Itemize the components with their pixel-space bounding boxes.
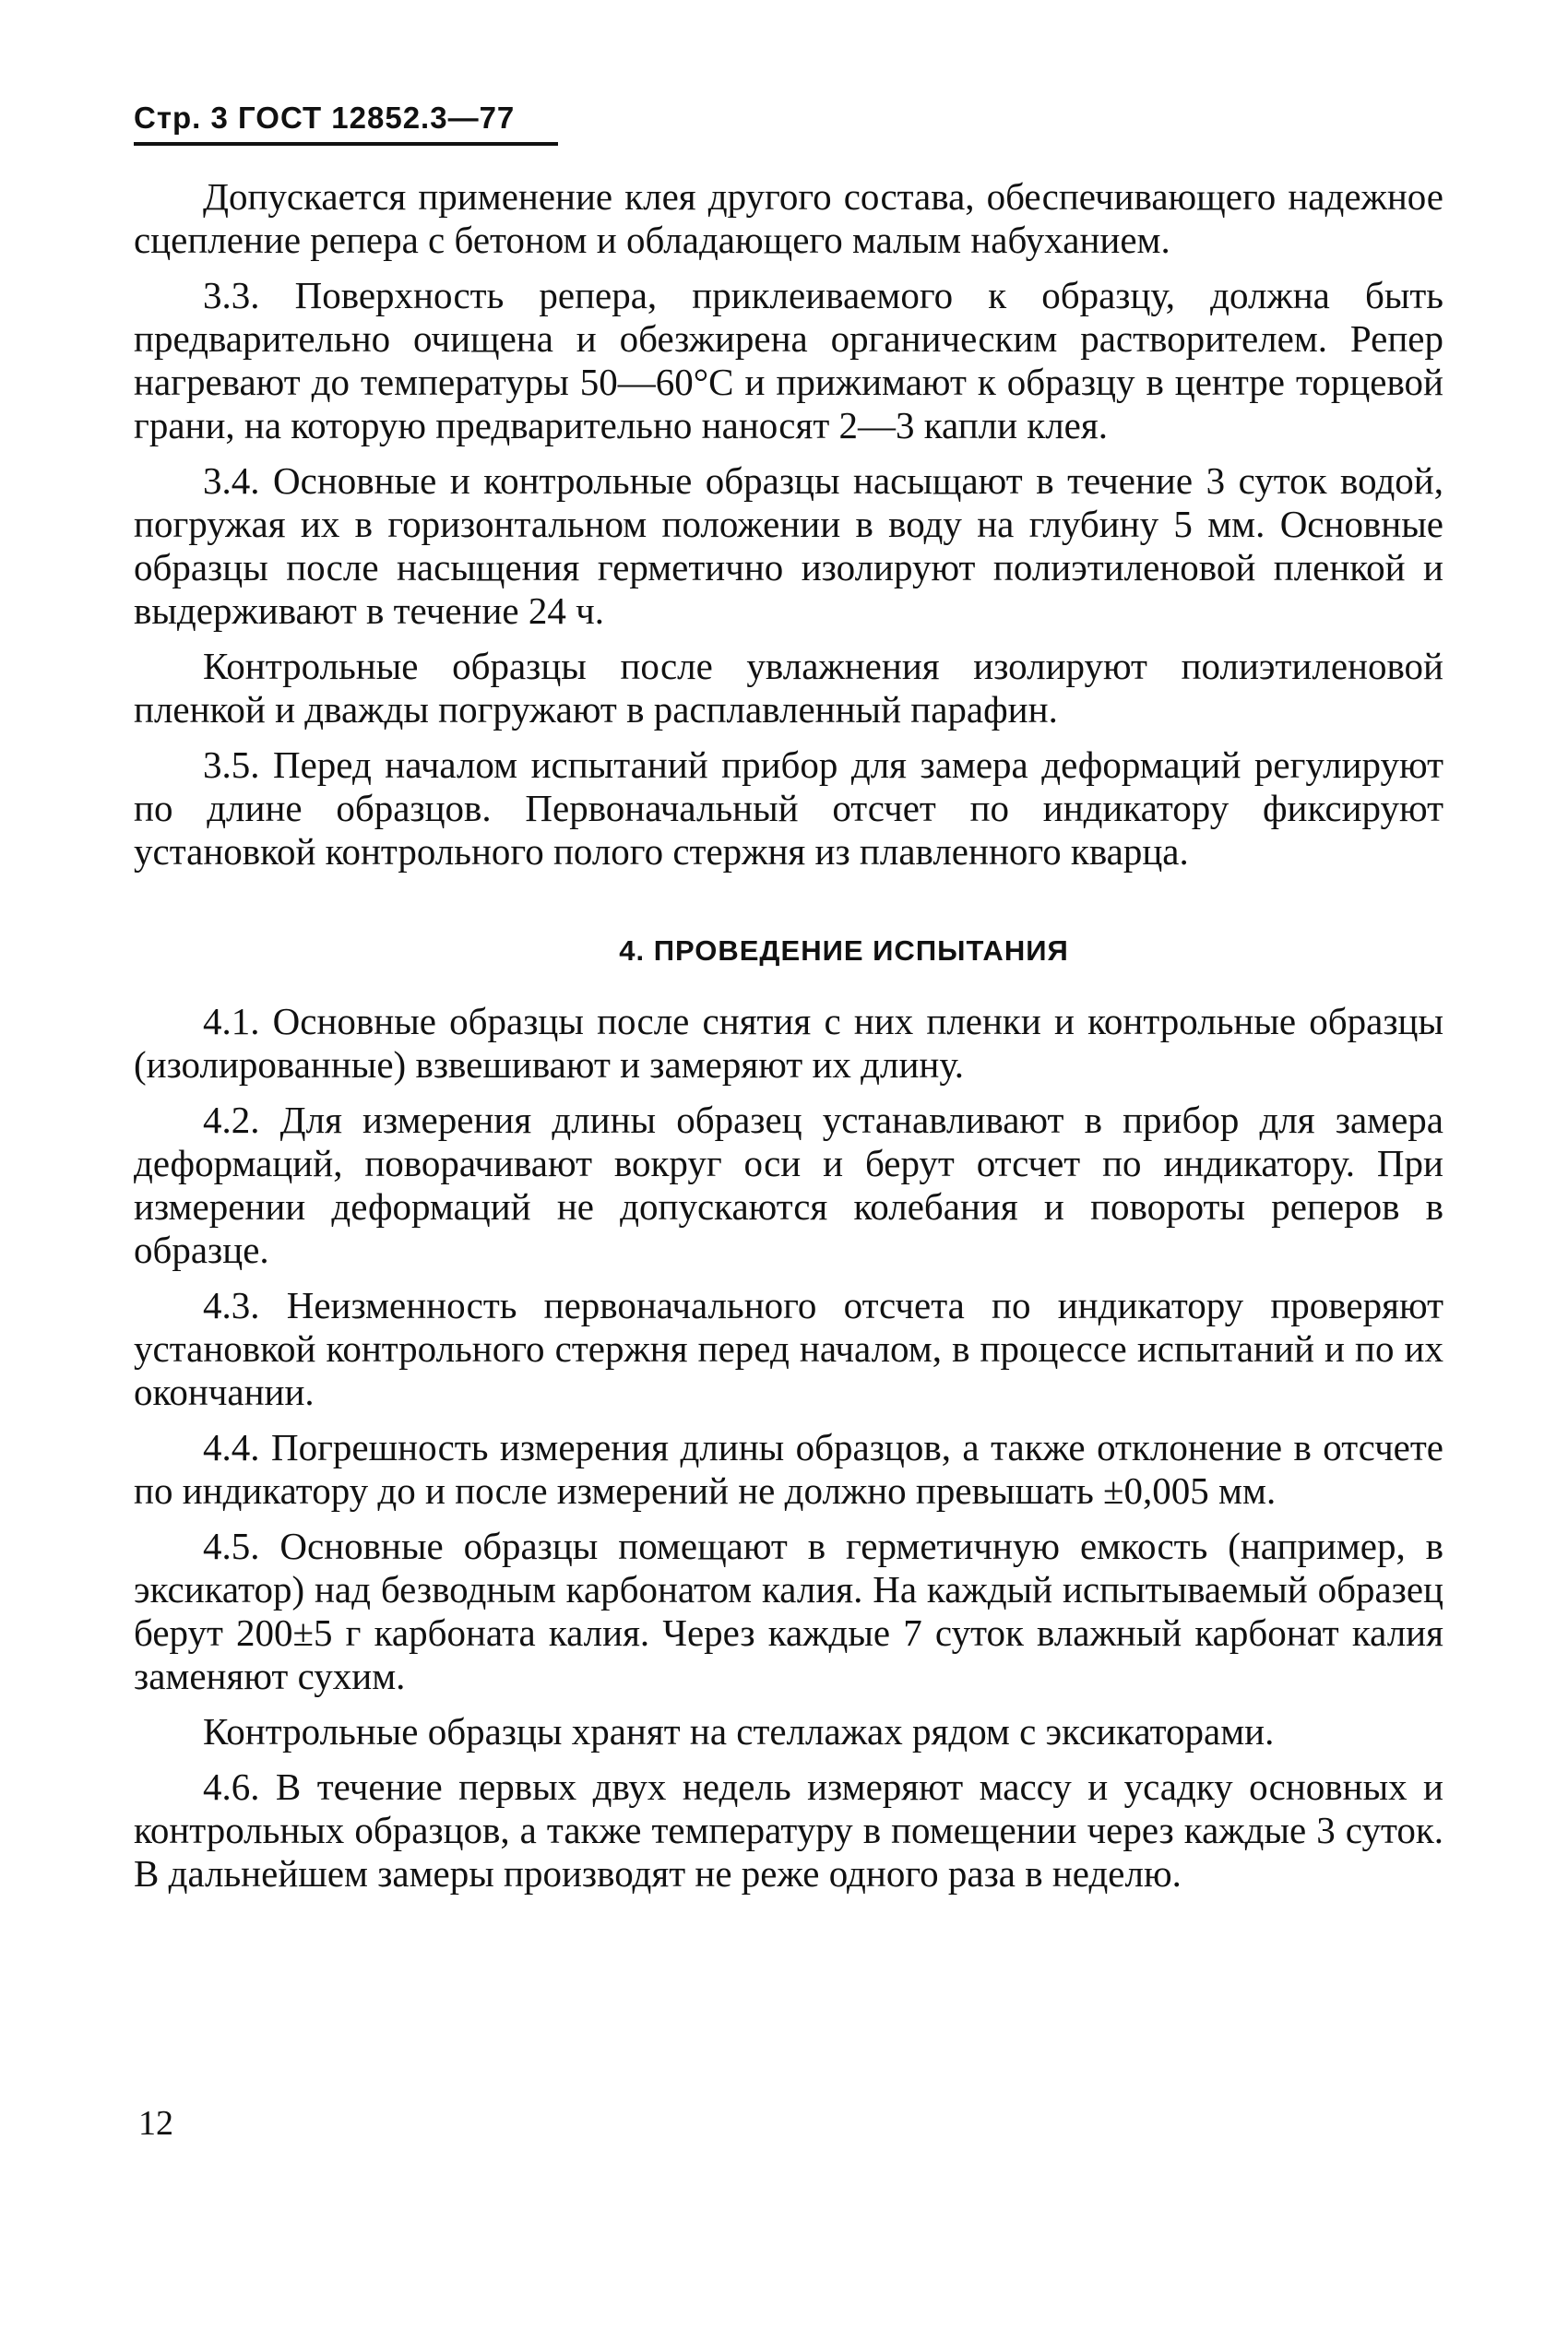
page-number: 12 xyxy=(138,2104,173,2143)
paragraph-adhesive-note: Допускается применение клея другого состава, обеспечивающего надежное сцепление репера с бетоном и обладающего малым набуханием. xyxy=(134,175,1443,261)
paragraph-3-3: 3.3. Поверхность репера, приклеиваемого к образцу, должна быть предварительно очищена и обезжирена органическим растворителем. Репер нагревают до температуры 50—60°С и прижимают к образцу в центре торцевой грани, на которую предварительно наносят 2—3 капли клея. xyxy=(134,274,1443,446)
paragraph-4-5: 4.5. Основные образцы помещают в герметичную емкость (например, в эксикатор) над безводным карбонатом калия. На каждый испытываемый образец берут 200±5 г карбоната калия. Через каждые 7 суток влажный карбонат калия заменяют сухим. xyxy=(134,1525,1443,1697)
paragraph-4-2: 4.2. Для измерения длины образец устанавливают в прибор для замера деформаций, поворачивают вокруг оси и берут отсчет по индикатору. При измерении деформаций не допускаются колебания и повороты реперов в образце. xyxy=(134,1099,1443,1271)
paragraph-3-4: 3.4. Основные и контрольные образцы насыщают в течение 3 суток водой, погружая их в горизонтальном положении в воду на глубину 5 мм. Основные образцы после насыщения герметично изолируют полиэтиленовой пленкой и выдерживают в течение 24 ч. xyxy=(134,459,1443,632)
paragraph-4-3: 4.3. Неизменность первоначального отсчета по индикатору проверяют установкой контрольного стержня перед началом, в процессе испытаний и по их окончании. xyxy=(134,1284,1443,1413)
paragraph-3-5: 3.5. Перед началом испытаний прибор для замера деформаций регулируют по длине образцов. Первоначальный отсчет по индикатору фиксируют установкой контрольного полого стержня из плавленного кварца. xyxy=(134,743,1443,873)
paragraph-control-storage: Контрольные образцы хранят на стеллажах рядом с эксикаторами. xyxy=(203,1710,1275,1753)
paragraph-control-samples: Контрольные образцы после увлажнения изолируют полиэтиленовой пленкой и дважды погружают в расплавленный парафин. xyxy=(134,645,1443,731)
document-body xyxy=(134,175,1443,1896)
paragraph-4-4: 4.4. Погрешность измерения длины образцов, а также отклонение в отсчете по индикатору до и после измерений не должно превышать ±0,005 мм. xyxy=(134,1426,1443,1512)
section-title-4: 4. ПРОВЕДЕНИЕ ИСПЫТАНИЯ xyxy=(619,934,1069,967)
page-header: Стр. 3 ГОСТ 12852.3—77 xyxy=(134,100,558,146)
paragraph-4-1: 4.1. Основные образцы после снятия с них пленки и контрольные образцы (изолированные) взвешивают и замеряют их длину. xyxy=(134,1000,1443,1086)
document-page xyxy=(134,100,1443,1908)
paragraph-4-6: 4.6. В течение первых двух недель измеряют массу и усадку основных и контрольных образцов, а также температуру в помещении через каждые 3 суток. В дальнейшем замеры производят не реже одного раза в неделю. xyxy=(134,1765,1443,1895)
